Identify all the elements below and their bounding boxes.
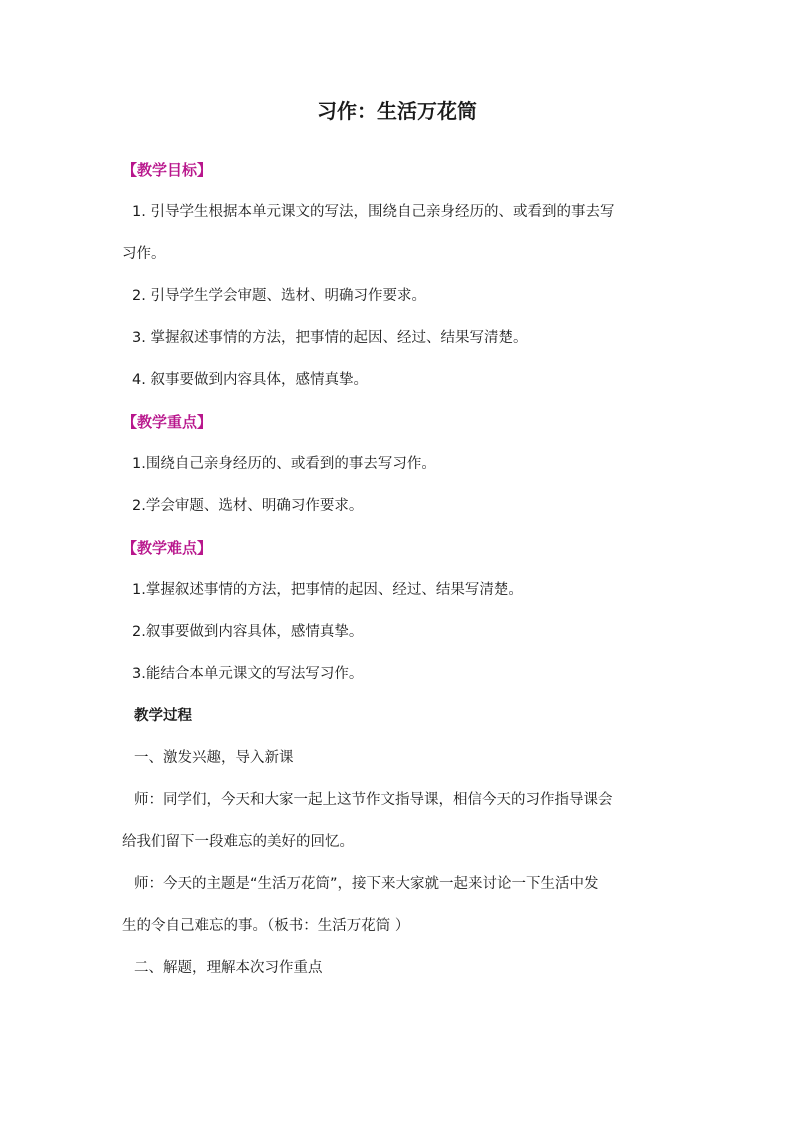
difficulty-item-1: 1.掌握叙述事情的方法，把事情的起因、经过、结果写清楚。 [132, 582, 523, 598]
key-points-heading: 【教学重点】 [122, 413, 213, 431]
process-paragraph-1-line-1: 师：同学们，今天和大家一起上这节作文指导课，相信今天的习作指导课会 [134, 792, 613, 808]
process-paragraph-1-line-2: 给我们留下一段难忘的美好的回忆。 [122, 834, 354, 850]
process-section-1: 一、激发兴趣，导入新课 [134, 750, 294, 766]
process-heading: 教学过程 [134, 708, 192, 724]
difficulty-item-2: 2.叙事要做到内容具体，感情真挚。 [132, 624, 364, 640]
difficulty-item-3: 3.能结合本单元课文的写法写习作。 [132, 666, 364, 682]
process-paragraph-2-line-2: 生的令自己难忘的事。（板书：生活万花筒 ） [122, 918, 410, 934]
key-point-item-2: 2.学会审题、选材、明确习作要求。 [132, 498, 364, 514]
process-section-2: 二、解题，理解本次习作重点 [134, 960, 323, 976]
goal-item-3: 3. 掌握叙述事情的方法，把事情的起因、经过、结果写清楚。 [132, 330, 528, 346]
page-title: 习作：生活万花筒 [317, 99, 477, 123]
process-paragraph-2-line-1: 师：今天的主题是“生活万花筒”，接下来大家就一起来讨论一下生活中发 [134, 876, 599, 892]
difficulties-heading: 【教学难点】 [122, 539, 213, 557]
goal-item-4: 4. 叙事要做到内容具体，感情真挚。 [132, 372, 368, 388]
key-point-item-1: 1.围绕自己亲身经历的、或看到的事去写习作。 [132, 456, 436, 472]
teaching-goals-heading: 【教学目标】 [122, 161, 213, 179]
goal-item-1-line-2: 习作。 [122, 246, 166, 262]
goal-item-1-line-1: 1. 引导学生根据本单元课文的写法，围绕自己亲身经历的、或看到的事去写 [132, 204, 615, 220]
goal-item-2: 2. 引导学生学会审题、选材、明确习作要求。 [132, 288, 426, 304]
